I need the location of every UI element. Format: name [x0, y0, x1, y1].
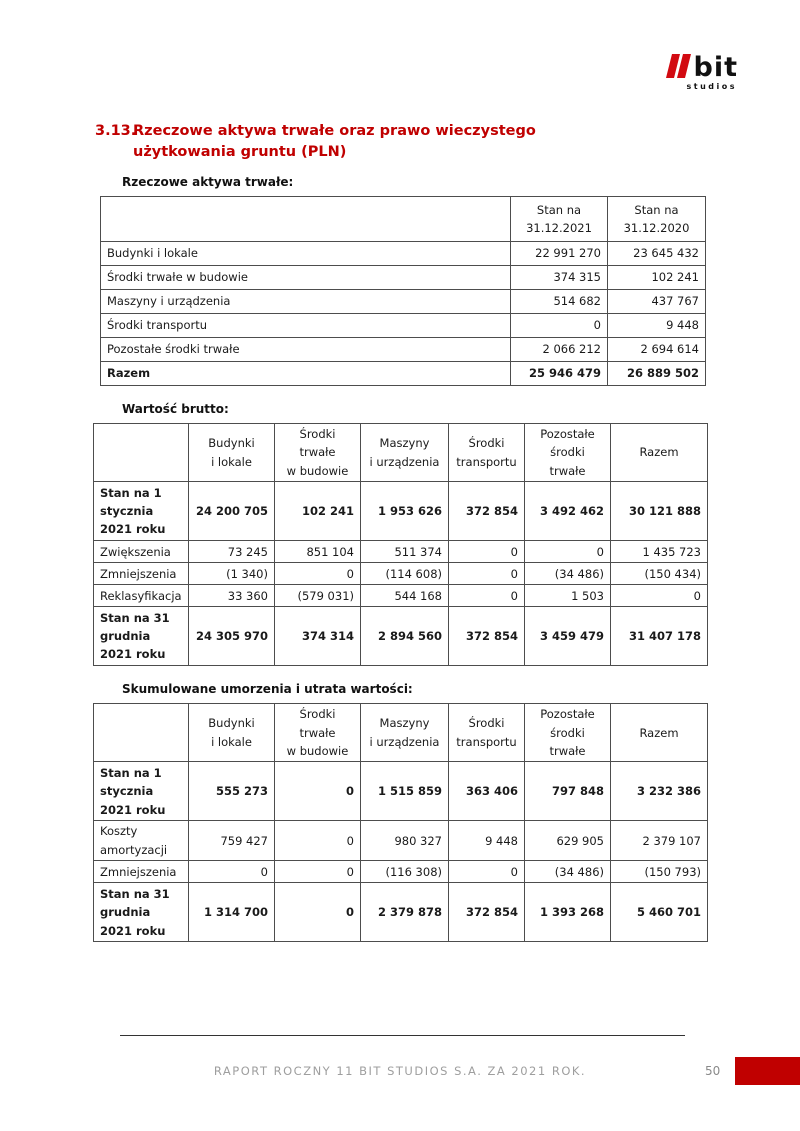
col-header-under-construction: Środki trwałe w budowie [275, 424, 361, 482]
empty-header-cell [101, 197, 511, 242]
table-row-closing-balance: Stan na 31 grudnia 2021 roku 24 305 970 374 314 2 894 560 372 854 3 459 479 31 407 178 [94, 607, 708, 666]
section-heading [95, 121, 708, 163]
table-row-closing-balance: Stan na 31 grudnia 2021 roku 1 314 700 0 2 379 878 372 854 1 393 268 5 460 701 [94, 883, 708, 942]
col-header-2020: Stan na 31.12.2020 [608, 197, 706, 242]
table-row: Środki transportu 0 9 448 [101, 314, 706, 338]
table-row: Budynki i lokale 22 991 270 23 645 432 [101, 242, 706, 266]
table-row-opening-balance: Stan na 1 stycznia 2021 roku 555 273 0 1 515 859 363 406 797 848 3 232 386 [94, 762, 708, 821]
table-row: Zmniejszenia (1 340) 0 (114 608) 0 (34 486) (150 434) [94, 563, 708, 585]
company-logo [648, 54, 738, 91]
depreciation-table [93, 703, 708, 942]
table-row: Reklasyfikacja 33 360 (579 031) 544 168 0 1 503 0 [94, 585, 708, 607]
col-header-transport: Środki transportu [449, 704, 525, 762]
table2-title: Wartość brutto: [122, 402, 229, 417]
empty-header-cell [94, 424, 189, 482]
table3-title: Skumulowane umorzenia i utrata wartości: [122, 682, 413, 697]
table-row: Zwiększenia 73 245 851 104 511 374 0 0 1 435 723 [94, 541, 708, 563]
table-row: Koszty amortyzacji 759 427 0 980 327 9 448 629 905 2 379 107 [94, 821, 708, 861]
empty-header-cell [94, 704, 189, 762]
table-header-row [94, 424, 708, 482]
table-row: Środki trwałe w budowie 374 315 102 241 [101, 266, 706, 290]
section-title-text: Rzeczowe aktywa trwałe oraz prawo wieczystego użytkowania gruntu (PLN) [133, 123, 536, 161]
table-header-row [94, 704, 708, 762]
logo-bit-text: bit [693, 52, 738, 83]
col-header-machines: Maszyny i urządzenia [361, 424, 449, 482]
table-header-row [101, 197, 706, 242]
logo-studios-text: studios [686, 82, 737, 91]
col-header-buildings: Budynki i lokale [189, 424, 275, 482]
table1-title: Rzeczowe aktywa trwałe: [122, 175, 294, 190]
table-total-row: Razem 25 946 479 26 889 502 [101, 362, 706, 386]
col-header-other: Pozostałe środki trwałe [525, 704, 611, 762]
page-number: 50 [705, 1064, 721, 1078]
section-number: 3.13. [95, 123, 137, 139]
col-header-total: Razem [611, 424, 708, 482]
table-row: Pozostałe środki trwałe 2 066 212 2 694 614 [101, 338, 706, 362]
col-header-other: Pozostałe środki trwałe [525, 424, 611, 482]
logo-11-icon [669, 54, 691, 78]
footer-red-block [735, 1057, 800, 1085]
footer-divider [120, 1035, 685, 1036]
col-header-2021: Stan na 31.12.2021 [511, 197, 608, 242]
table-row: Zmniejszenia 0 0 (116 308) 0 (34 486) (150 793) [94, 861, 708, 883]
col-header-transport: Środki transportu [449, 424, 525, 482]
col-header-machines: Maszyny i urządzenia [361, 704, 449, 762]
table-row-opening-balance: Stan na 1 stycznia 2021 roku 24 200 705 102 241 1 953 626 372 854 3 492 462 30 121 888 [94, 482, 708, 541]
table-row: Maszyny i urządzenia 514 682 437 767 [101, 290, 706, 314]
col-header-total: Razem [611, 704, 708, 762]
fixed-assets-table [100, 196, 706, 386]
col-header-under-construction: Środki trwałe w budowie [275, 704, 361, 762]
footer-report-title: RAPORT ROCZNY 11 BIT STUDIOS S.A. ZA 2021 ROK. [213, 1064, 587, 1078]
gross-value-table [93, 423, 708, 666]
col-header-buildings: Budynki i lokale [189, 704, 275, 762]
